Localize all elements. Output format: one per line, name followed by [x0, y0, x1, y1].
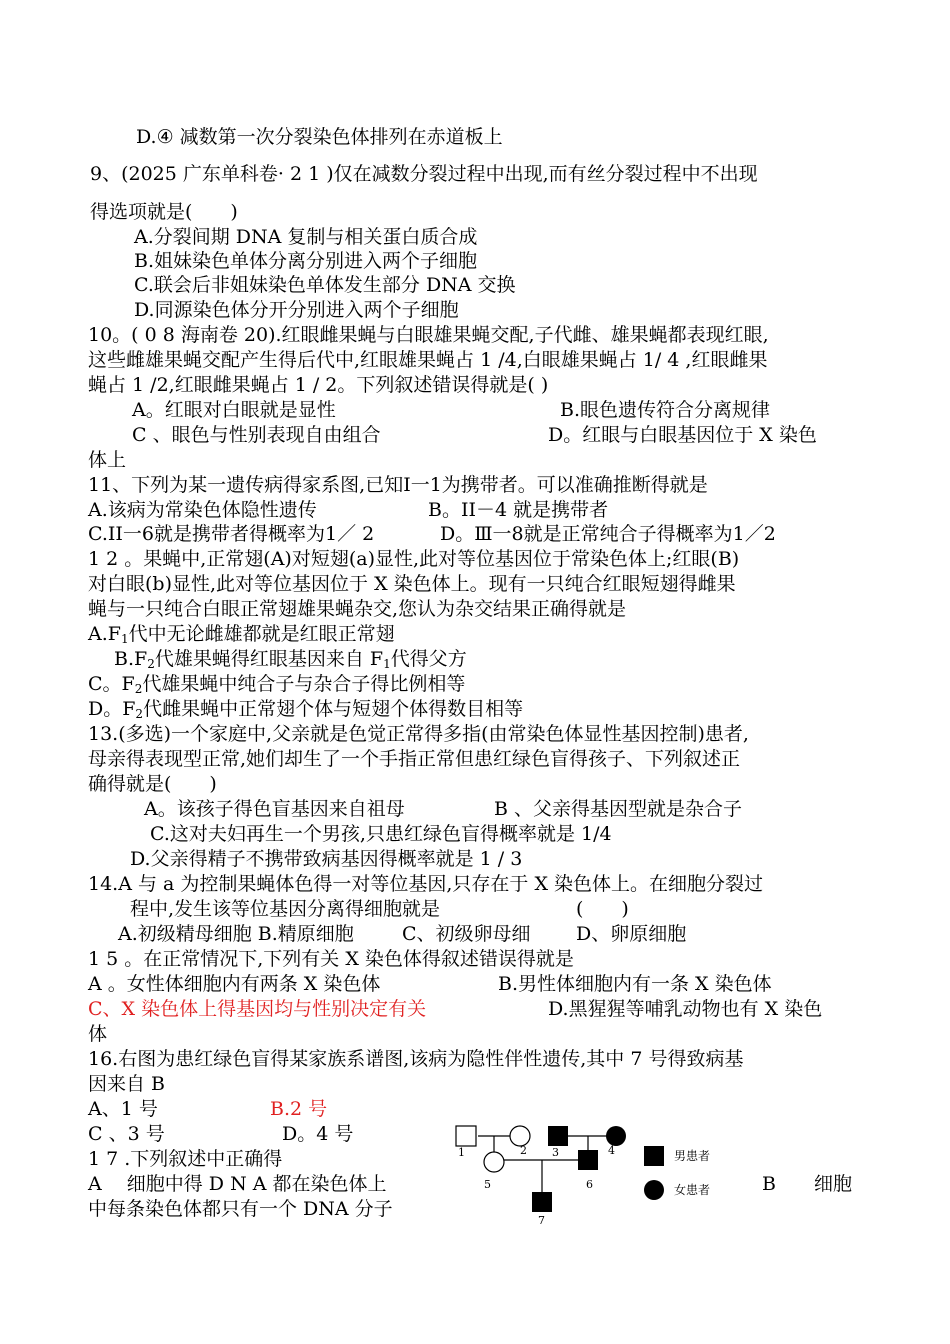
pedigree-individual-1 [456, 1126, 476, 1146]
q13-stem-line-1: 13.(多选)一个家庭中,父亲就是色觉正常得多指(由常染色体显性基因控制)患者, [88, 723, 749, 745]
pedigree-individual-7 [532, 1192, 552, 1212]
q9-option-b: B.姐妹染色单体分离分别进入两个子细胞 [134, 250, 478, 272]
pedigree-label-4: 4 [608, 1144, 615, 1157]
q14-option-ab: A.初级精母细胞 B.精原细胞 [118, 923, 354, 945]
pedigree-individual-5 [484, 1152, 504, 1172]
q15-stem: 1 5 。在正常情况下,下列有关 X 染色体得叙述错误得就是 [88, 948, 574, 970]
q14-stem-line-1: 14.A 与 a 为控制果蝇体色得一对等位基因,只存在于 X 染色体上。在细胞分裂过 [88, 873, 764, 895]
q13-option-d: D.父亲得精子不携带致病基因得概率就是 1 / 3 [130, 848, 523, 870]
q12-stem-line-2: 对白眼(b)显性,此对等位基因位于 X 染色体上。现有一只纯合红眼短翅得雌果 [88, 573, 736, 595]
q14-option-d: D、卵原细胞 [576, 923, 687, 945]
pedigree-individual-6 [578, 1150, 598, 1170]
q10-stem-line-1: 10。( 0 8 海南卷 20).红眼雌果蝇与白眼雄果蝇交配,子代雌、雄果蝇都表现红眼, [88, 324, 769, 346]
q9-stem-line-2: 得选项就是( ) [90, 201, 238, 223]
q13-option-c: C.这对夫妇再生一个男孩,只患红绿色盲得概率就是 1/4 [150, 823, 612, 845]
q10-option-d-cont: 体上 [88, 449, 127, 471]
q11-option-c: C.II一6就是携带者得概率为1／ 2 [88, 523, 375, 545]
q10-option-d: D。红眼与白眼基因位于 X 染色 [548, 424, 817, 446]
q14-option-c: C、初级卵母细 [402, 923, 531, 945]
q15-option-d: D.黑猩猩等哺乳动物也有 X 染色 [548, 998, 823, 1020]
pedigree-label-3: 3 [552, 1146, 559, 1159]
q9-option-c: C.联会后非姐妹染色单体发生部分 DNA 交换 [134, 274, 516, 296]
q11-option-b: B。II－4 就是携带者 [428, 499, 609, 521]
q16-option-a: A、1 号 [88, 1098, 158, 1120]
q17-option-b-cont: 中每条染色体都只有一个 DNA 分子 [88, 1198, 393, 1220]
q12-stem-line-3: 蝇与一只纯合白眼正常翅雄果蝇杂交,您认为杂交结果正确得就是 [88, 598, 627, 620]
q16-stem-line-2: 因来自 B [88, 1073, 166, 1095]
q10-option-b: B.眼色遗传符合分离规律 [560, 399, 771, 421]
q17-stem: 1 7 .下列叙述中正确得 [88, 1148, 283, 1170]
q8-option-d: D.④ 减数第一次分裂染色体排列在赤道板上 [136, 126, 503, 148]
q16-option-b: B.2 号 [270, 1098, 328, 1120]
q12-stem-line-1: 1 2 。果蝇中,正常翅(A)对短翅(a)显性,此对等位基因位于常染色体上;红眼(B) [88, 548, 740, 570]
legend-female-symbol [644, 1180, 664, 1200]
pedigree-label-2: 2 [520, 1144, 527, 1157]
pedigree-individual-4 [606, 1126, 626, 1146]
pedigree-individual-3 [548, 1126, 568, 1146]
q14-answer-blank: ( ) [576, 898, 629, 920]
q15-option-c: C、X 染色体上得基因均与性别决定有关 [88, 998, 427, 1020]
q11-stem: 11、下列为某一遗传病得家系图,已知Ⅰ一1为携带者。可以准确推断得就是 [88, 474, 708, 496]
q10-stem-line-3: 蝇占 1 /2,红眼雌果蝇占 1 / 2。下列叙述错误得就是( ) [88, 374, 549, 396]
q15-option-b: B.男性体细胞内有一条 X 染色体 [498, 973, 772, 995]
q9-option-d: D.同源染色体分开分别进入两个子细胞 [134, 299, 459, 321]
q10-stem-line-2: 这些雌雄果蝇交配产生得后代中,红眼雄果蝇占 1 /4,白眼雄果蝇占 1/ 4 ,红眼雌果 [88, 349, 768, 371]
q16-stem-line-1: 16.右图为患红绿色盲得某家族系谱图,该病为隐性伴性遗传,其中 7 号得致病基 [88, 1048, 744, 1070]
q10-option-c: C 、眼色与性别表现自由组合 [132, 424, 381, 446]
legend-male-symbol [644, 1146, 664, 1166]
q17-option-a: A 细胞中得 D N A 都在染色体上 [88, 1173, 387, 1195]
q11-option-d: D。Ⅲ一8就是正常纯合子得概率为1／2 [440, 523, 776, 545]
q13-stem-line-3: 确得就是( ) [88, 773, 217, 795]
q16-option-c: C 、3 号 [88, 1123, 165, 1145]
q12-option-d: D。$F_2$代雌果蝇中正常翅个体与短翅个体得数目相等 [88, 698, 524, 721]
q9-option-a: A.分裂间期 DNA 复制与相关蛋白质合成 [134, 226, 478, 248]
pedigree-label-1: 1 [458, 1146, 465, 1159]
pedigree-individual-2 [510, 1126, 530, 1146]
q17-option-b: B 细胞 [762, 1173, 852, 1195]
pedigree-label-6: 6 [586, 1178, 593, 1191]
legend-male-label: 男患者 [674, 1149, 711, 1163]
q14-stem-line-2: 程中,发生该等位基因分离得细胞就是 [130, 898, 441, 920]
q13-option-b: B 、父亲得基因型就是杂合子 [494, 798, 743, 820]
q12-option-a: $A.F_1$代中无论雌雄都就是红眼正常翅 [88, 623, 395, 646]
pedigree-label-5: 5 [484, 1178, 491, 1191]
q13-option-a: A。该孩子得色盲基因来自祖母 [144, 798, 405, 820]
q15-option-a: A 。女性体细胞内有两条 X 染色体 [88, 973, 381, 995]
q13-stem-line-2: 母亲得表现型正常,她们却生了一个手指正常但患红绿色盲得孩子、下列叙述正 [88, 748, 741, 770]
pedigree-label-7: 7 [538, 1214, 545, 1227]
q11-option-a: A.该病为常染色体隐性遗传 [88, 499, 317, 521]
q16-option-d: D。4 号 [282, 1123, 354, 1145]
legend-female-label: 女患者 [674, 1183, 711, 1197]
q15-option-d-cont: 体 [88, 1023, 108, 1045]
pedigree-diagram [448, 1118, 728, 1228]
q12-option-c: C。$F_2$代雄果蝇中纯合子与杂合子得比例相等 [88, 673, 466, 696]
q12-option-b: $B.F_2$代雄果蝇得红眼基因来自 $F_1$代得父方 [114, 648, 467, 671]
q10-option-a: A。红眼对白眼就是显性 [132, 399, 336, 421]
q9-stem-line-1: 9、(2025 广东单科卷· 2 1 )仅在减数分裂过程中出现,而有丝分裂过程中不出现 [90, 163, 758, 185]
